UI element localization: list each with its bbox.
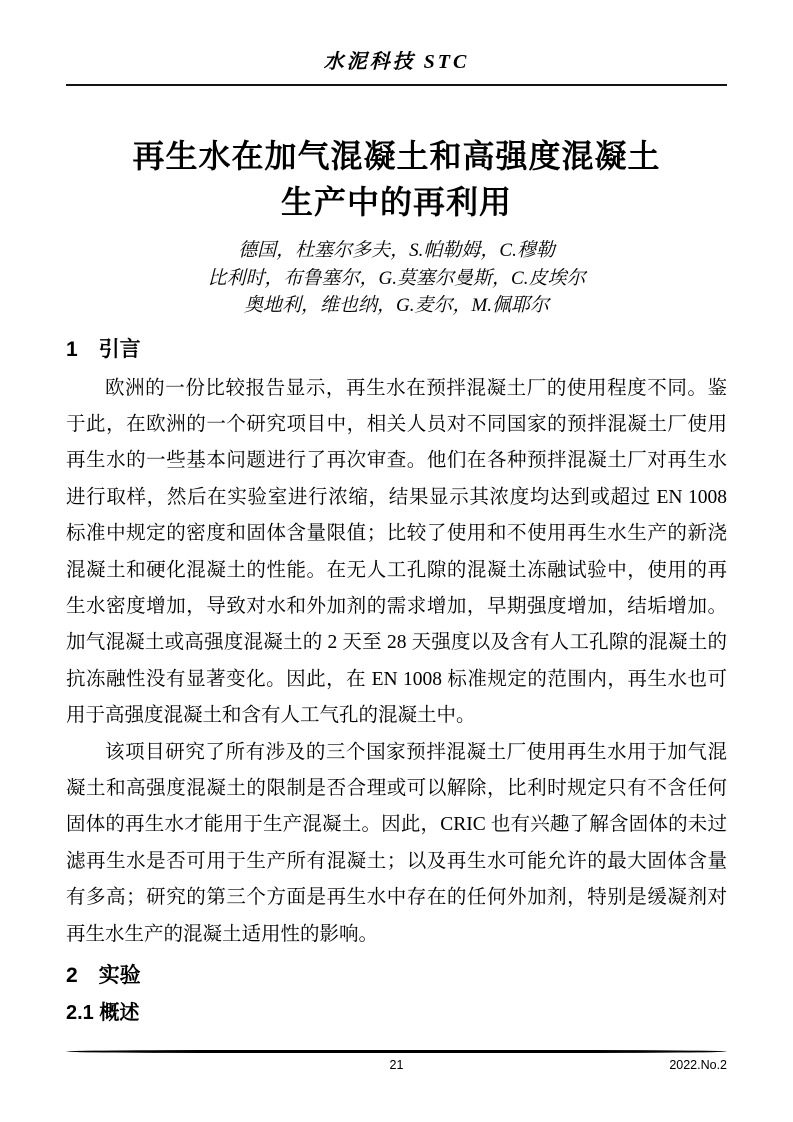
section-heading-experiment: 2 实验 — [66, 964, 141, 987]
footer-divider — [66, 1050, 727, 1053]
introduction-paragraph-2: 该项目研究了所有涉及的三个国家预拌混凝土厂使用再生水用于加气混凝土和高强度混凝土的限制是否合理或可以解除，比利时规定只有不含任何固体的再生水才能用于生产混凝土。因此，CRIC 也有兴趣了解含固体的未过滤再生水是否可用于生产所有混凝土；以及再生水可能允许的最大固体含量有多高；研究的第三个方面是再生水中存在的任何外加剂，特别是缓凝剂对再生水生产的混凝土适用性的影响。 — [66, 741, 727, 945]
footer-row — [66, 1056, 727, 1074]
journal-running-head: 水泥科技 STC — [323, 51, 470, 73]
article-title — [0, 133, 793, 225]
page-footer — [66, 1050, 727, 1074]
article-title-line1: 再生水在加气混凝土和高强度混凝土 — [132, 138, 661, 174]
article-title-line2: 生产中的再利用 — [280, 184, 512, 220]
introduction-paragraph-1: 欧洲的一份比较报告显示，再生水在预拌混凝土厂的使用程度不同。鉴于此，在欧洲的一个研究项目中，相关人员对不同国家的预拌混凝土厂使用再生水的一些基本问题进行了再次审查。他们在各种预拌混凝土厂对再生水进行取样，然后在实验室进行浓缩，结果显示其浓度均达到或超过 EN 1008 标准中规定的密度和固体含量限值；比较了使用和不使用再生水生产的新浇混凝土和硬化混凝土的性能。在无人工孔隙的混凝土冻融试验中，使用的再生水密度增加，导致对水和外加剂的需求增加，早期强度增加，结垢增加。加气混凝土或高强度混凝土的 2 天至 28 天强度以及含有人工孔隙的混凝土的抗冻融性没有显著变化。因此，在 EN 1008 标准规定的范围内，再生水也可用于高强度混凝土和含有人工气孔的混凝土中。 — [66, 377, 727, 727]
issue-label: 2022.No.2 — [669, 1058, 727, 1072]
author-line-germany: 德国，杜塞尔多夫，S.帕勒姆，C.穆勒 — [238, 240, 555, 261]
author-block — [0, 237, 793, 320]
page-number: 21 — [389, 1058, 404, 1072]
section-heading-overview: 2.1 概述 — [66, 1002, 140, 1024]
author-line-austria: 奥地利，维也纳，G.麦尔，M.佩耶尔 — [243, 295, 550, 316]
header-divider — [66, 84, 727, 86]
author-line-belgium: 比利时，布鲁塞尔，G.莫塞尔曼斯，C.皮埃尔 — [207, 267, 586, 289]
article-body — [0, 335, 793, 1028]
section-heading-introduction: 1 引言 — [66, 337, 141, 361]
